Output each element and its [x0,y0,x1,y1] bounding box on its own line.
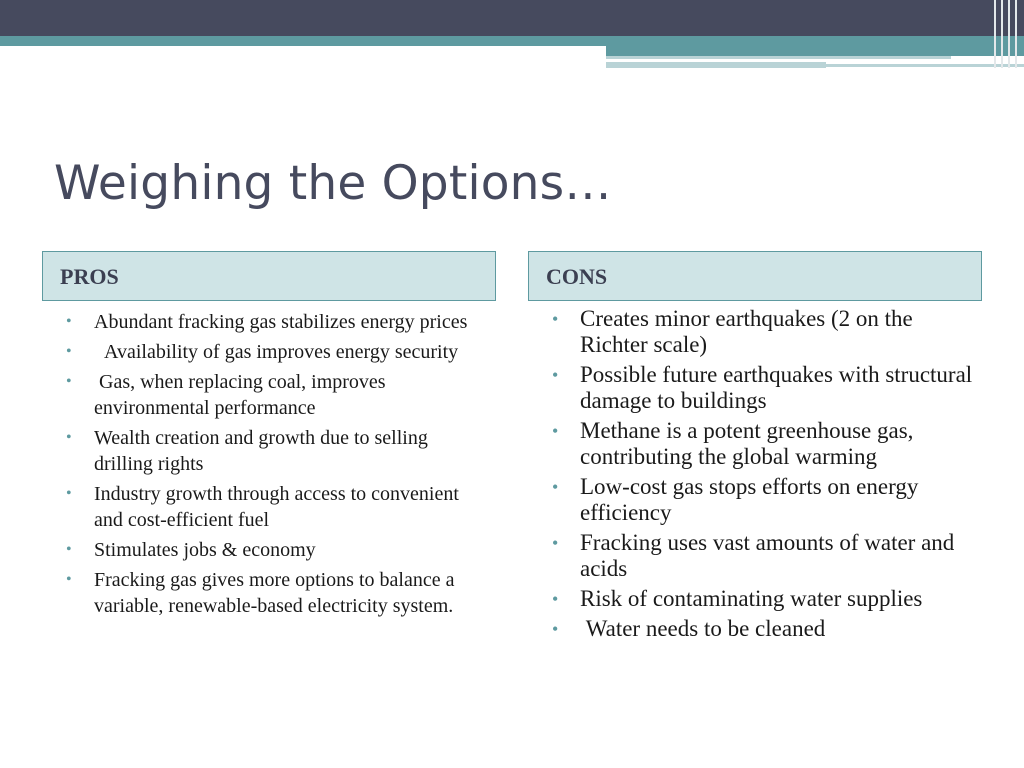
cons-header: CONS [528,251,982,301]
list-item-text: Fracking uses vast amounts of water and acids [580,530,955,581]
list-item [552,362,982,414]
list-item-text: Water needs to be cleaned [580,616,826,641]
bullet-icon: • [66,571,72,588]
list-item-text: Availability of gas improves energy security [94,341,459,363]
corner-stripe [1001,0,1003,68]
top-band-thin-line [606,62,826,68]
list-item [552,418,982,470]
bullet-icon: • [552,365,559,385]
bullet-icon: • [552,309,559,329]
bullet-icon: • [552,589,559,609]
list-item [66,339,486,365]
list-item [66,567,486,619]
list-item [552,586,982,612]
bullet-icon: • [552,619,559,639]
list-item [552,616,982,642]
top-band-teal [0,36,1024,46]
pros-list [66,309,486,623]
list-item-text: Wealth creation and growth due to selling drilling rights [94,427,428,475]
list-item-text: Industry growth through access to convenient and cost-efficient fuel [94,483,459,531]
list-item [552,306,982,358]
bullet-icon: • [66,373,72,390]
cons-list [552,306,982,646]
bullet-icon: • [552,533,559,553]
list-item [66,309,486,335]
list-item [552,530,982,582]
list-item [552,474,982,526]
bullet-icon: • [66,313,72,330]
list-item-text: Gas, when replacing coal, improves environmental performance [94,371,391,419]
list-item [66,537,486,563]
list-item-text: Stimulates jobs & economy [94,539,316,561]
list-item-text: Creates minor earthquakes (2 on the Richter scale) [580,306,913,357]
bullet-icon: • [552,477,559,497]
bullet-icon: • [66,429,72,446]
list-item [66,425,486,477]
bullet-icon: • [66,485,72,502]
top-band-thin-line [606,56,951,59]
list-item-text: Abundant fracking gas stabilizes energy prices [94,311,468,333]
list-item-text: Methane is a potent greenhouse gas, contributing the global warming [580,418,914,469]
corner-stripe [994,0,996,68]
list-item-text: Low-cost gas stops efforts on energy efficiency [580,474,919,525]
corner-stripe [1008,0,1010,68]
list-item [66,369,486,421]
list-item-text: Risk of contaminating water supplies [580,586,923,611]
bullet-icon: • [66,541,72,558]
corner-stripe [1015,0,1017,68]
slide-title: Weighing the Options… [54,156,612,211]
top-band-dark [0,0,1024,36]
list-item-text: Fracking gas gives more options to balance a variable, renewable-based electricity system. [94,569,455,617]
bullet-icon: • [552,421,559,441]
list-item [66,481,486,533]
top-band-right-block [606,46,1024,56]
top-band-divider [0,46,606,49]
bullet-icon: • [66,343,72,360]
pros-header: PROS [42,251,496,301]
list-item-text: Possible future earthquakes with structural damage to buildings [580,362,973,413]
